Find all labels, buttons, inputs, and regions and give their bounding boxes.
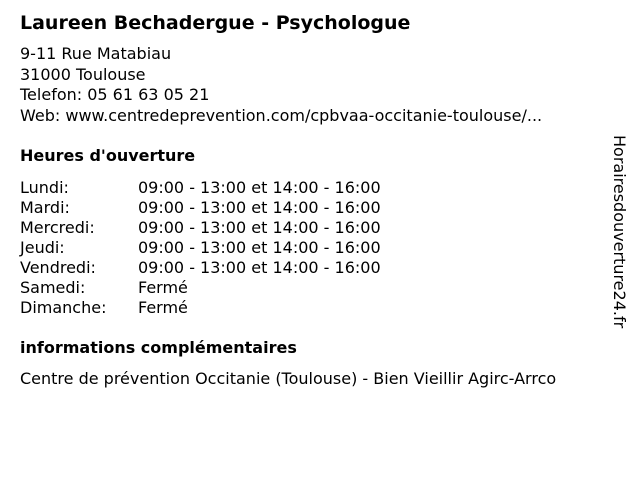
- phone-number[interactable]: Telefon: 05 61 63 05 21: [20, 85, 210, 104]
- day-label: Samedi:: [20, 278, 86, 297]
- opening-hours-table: [20, 178, 610, 318]
- additional-info-heading: informations complémentaires: [20, 338, 297, 357]
- address-block: [20, 44, 610, 126]
- business-card: [20, 10, 610, 389]
- day-label: Vendredi:: [20, 258, 96, 277]
- street-address: 9-11 Rue Matabiau: [20, 44, 172, 63]
- time-value: 09:00 - 13:00 et 14:00 - 16:00: [138, 238, 381, 257]
- day-label: Jeudi:: [20, 238, 65, 257]
- day-label: Lundi:: [20, 178, 69, 197]
- website-link[interactable]: Web: www.centredeprevention.com/cpbvaa-occitanie-toulouse/...: [20, 105, 543, 125]
- day-label: Mercredi:: [20, 218, 95, 237]
- business-title: Laureen Bechadergue - Psychologue: [20, 12, 411, 34]
- opening-hours-heading: Heures d'ouverture: [20, 146, 196, 165]
- day-label: Mardi:: [20, 198, 70, 217]
- hours-row-friday: [20, 258, 610, 278]
- hours-row-tuesday: [20, 198, 610, 218]
- additional-info-text: Centre de prévention Occitanie (Toulouse) - Bien Vieillir Agirc-Arrco: [20, 369, 557, 388]
- time-value: 09:00 - 13:00 et 14:00 - 16:00: [138, 198, 381, 217]
- hours-row-sunday: [20, 298, 610, 318]
- hours-row-thursday: [20, 238, 610, 258]
- hours-row-monday: [20, 178, 610, 198]
- time-value: 09:00 - 13:00 et 14:00 - 16:00: [138, 258, 381, 277]
- site-brand-watermark: Horairesdouverture24.fr: [610, 135, 629, 329]
- hours-row-wednesday: [20, 218, 610, 238]
- city-address: 31000 Toulouse: [20, 64, 146, 84]
- time-value: Fermé: [138, 298, 188, 317]
- time-value: Fermé: [138, 278, 188, 297]
- day-label: Dimanche:: [20, 298, 107, 317]
- time-value: 09:00 - 13:00 et 14:00 - 16:00: [138, 178, 381, 197]
- time-value: 09:00 - 13:00 et 14:00 - 16:00: [138, 218, 381, 237]
- hours-row-saturday: [20, 278, 610, 298]
